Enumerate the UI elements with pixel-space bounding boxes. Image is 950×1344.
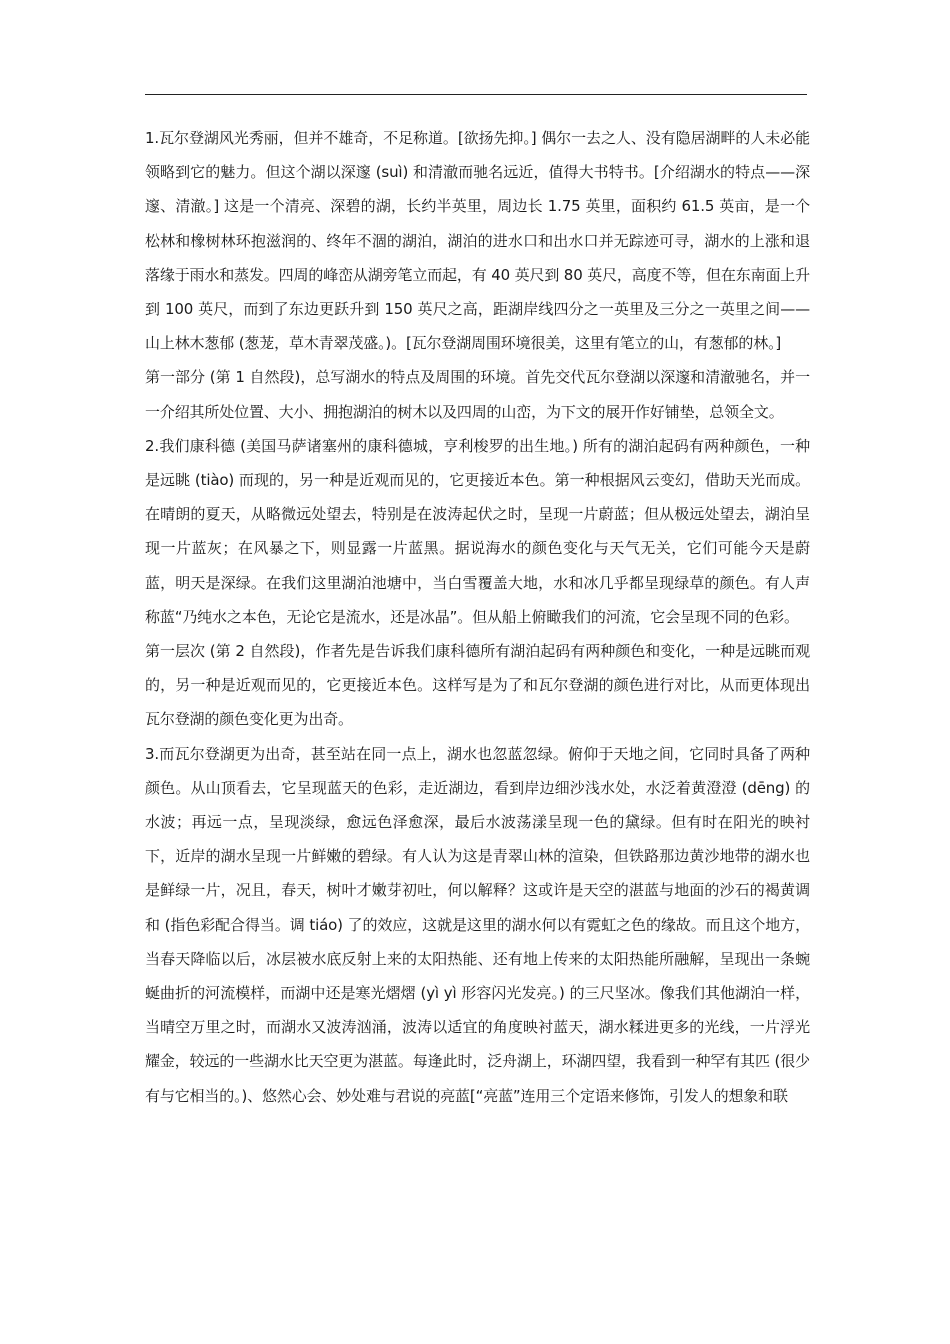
paragraph-1: 1.瓦尔登湖风光秀丽，但并不雄奇，不足称道。[欲扬先抑。] 偶尔一去之人、没有隐居湖畔的人未必能领略到它的魅力。但这个湖以深邃 (suì) 和清澈而驰名远近，值得大书特书。[介绍湖水的特点——深邃、清澈。] 这是一个清亮、深碧的湖，长约半英里，周边长 1.75 英里，面积约 61.5 英亩，是一个松林和橡树林环抱滋润的、终年不涸的湖泊，湖泊的进水口和出水口并无踪迹可寻，湖水的上涨和退落缘于雨水和蒸发。四周的峰峦从湖旁笔立而起，有 40 英尺到 80 英尺，高度不等，但在东南面上升到 100 英尺，而到了东边更跃升到 150 英尺之高，距湖岸线四分之一英里及三分之一英里之间——山上林木葱郁 (葱茏，草木青翠茂盛。)。[瓦尔登湖周围环境很美，这里有笔立的山，有葱郁的林。] <box>145 129 810 353</box>
paragraph-4: 第一层次 (第 2 自然段)，作者先是告诉我们康科德所有湖泊起码有两种颜色和变化，一种是远眺而观的，另一种是近观而见的，它更接近本色。这样写是为了和瓦尔登湖的颜色进行对比，从而更体现出瓦尔登湖的颜色变化更为出奇。 <box>145 642 810 729</box>
document-body <box>145 121 810 1113</box>
paragraph-3: 2.我们康科德 (美国马萨诸塞州的康科德城，亨利梭罗的出生地。) 所有的湖泊起码有两种颜色，一种是远眺 (tiào) 而现的，另一种是近观而见的，它更接近本色。第一种根据风云变幻，借助天光而成。在晴朗的夏天，从略微远处望去，特别是在波涛起伏之时，呈现一片蔚蓝；但从极远处望去，湖泊呈现一片蓝灰；在风暴之下，则显露一片蓝黑。据说海水的颜色变化与天气无关，它们可能今天是蔚蓝，明天是深绿。在我们这里湖泊池塘中，当白雪覆盖大地，水和冰几乎都呈现绿草的颜色。有人声称蓝“乃纯水之本色，无论它是流水，还是冰晶”。但从船上俯瞰我们的河流，它会呈现不同的色彩。 <box>145 436 810 626</box>
paragraph-5: 3.而瓦尔登湖更为出奇，甚至站在同一点上，湖水也忽蓝忽绿。俯仰于天地之间，它同时具备了两种颜色。从山顶看去，它呈现蓝天的色彩，走近湖边，看到岸边细沙浅水处，水泛着黄澄澄 (dēng) 的水波；再远一点，呈现淡绿，愈远色泽愈深，最后水波荡漾呈现一色的黛绿。但有时在阳光的映衬下，近岸的湖水呈现一片鲜嫩的碧绿。有人认为这是青翠山林的渲染，但铁路那边黄沙地带的湖水也是鲜绿一片，况且，春天，树叶才嫩芽初吐，何以解释？这或许是天空的湛蓝与地面的沙石的褐黄调和 (指色彩配合得当。调 tiáo) 了的效应，这就是这里的湖水何以有霓虹之色的缘故。而且这个地方，当春天降临以后，冰层被水底反射上来的太阳热能、还有地上传来的太阳热能所融解，呈现出一条蜿蜒曲折的河流模样，而湖中还是寒光熠熠 (yì yì 形容闪光发亮。) 的三尺坚冰。像我们其他湖泊一样，当晴空万里之时，而湖水又波涛汹涌，波涛以适宜的角度映衬蓝天，湖水糅进更多的光线，一片浮光耀金，较远的一些湖水比天空更为湛蓝。每逢此时，泛舟湖上，环湖四望，我看到一种罕有其匹 (很少有与它相当的。)、悠然心会、妙处难与君说的亮蓝[“亮蓝”连用三个定语来修饰，引发人的想象和联 <box>145 744 810 1105</box>
paragraph-2: 第一部分 (第 1 自然段)，总写湖水的特点及周围的环境。首先交代瓦尔登湖以深邃和清澈驰名，并一一介绍其所处位置、大小、拥抱湖泊的树木以及四周的山峦，为下文的展开作好铺垫，总领全文。 <box>145 368 810 421</box>
header-rule <box>145 94 807 95</box>
